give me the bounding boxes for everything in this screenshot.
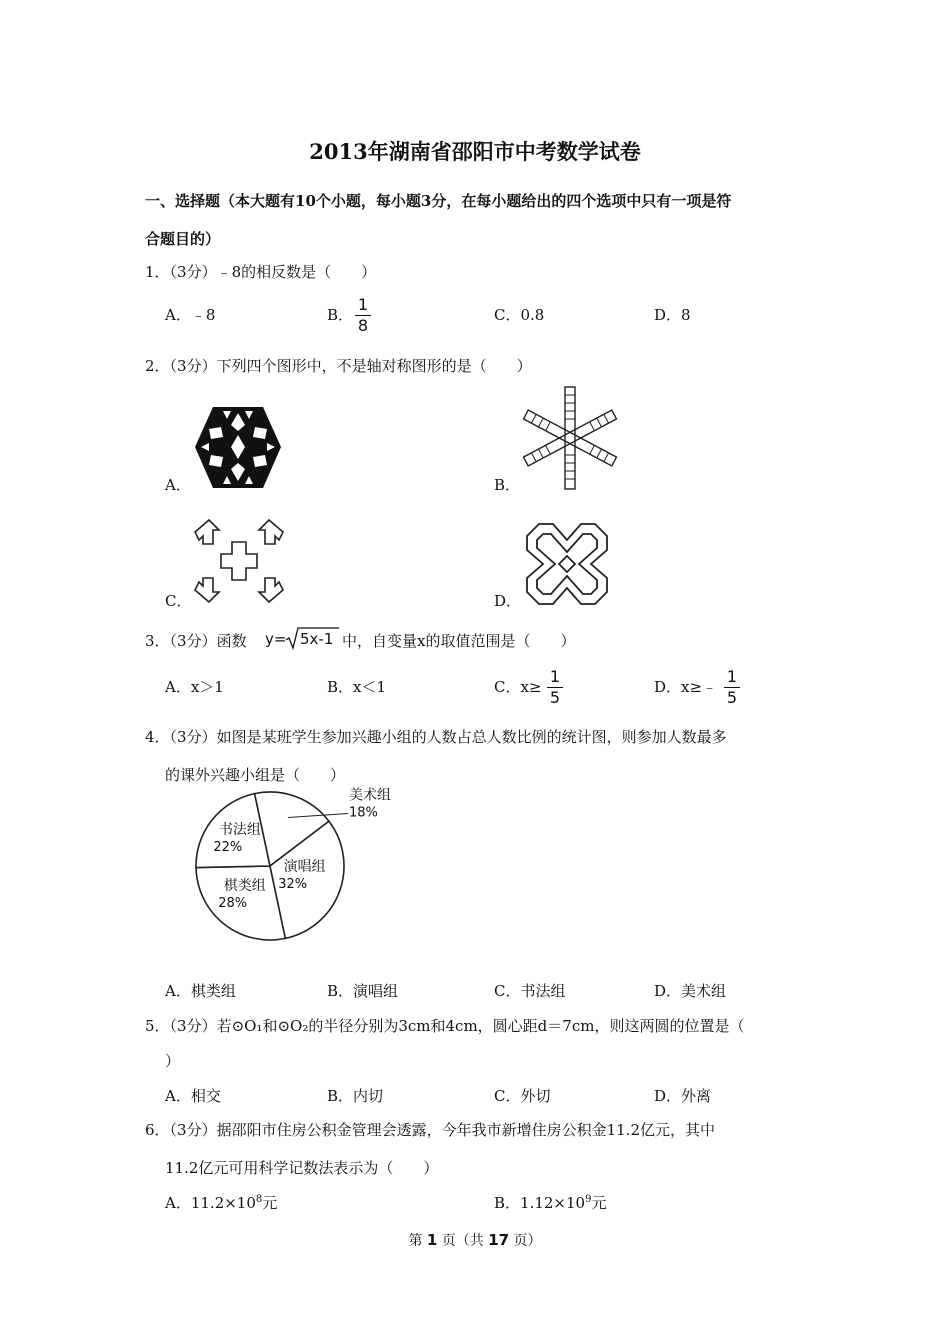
page-footer: 第 1 页（共 17 页） — [408, 1231, 542, 1249]
q3-radicand: 5x-1 — [300, 630, 334, 648]
q4-option-d: D．美术组 — [654, 982, 727, 1000]
q1-option-c: C．0.8 — [494, 306, 545, 324]
q6-a-exponent: 8 — [255, 1194, 263, 1205]
q6-stem-line2: 11.2亿元可用科学记数法表示为（ ） — [165, 1159, 439, 1177]
q2-option-b: B． — [494, 476, 521, 494]
q1-option-d: D．8 — [654, 306, 691, 324]
pie-chart — [160, 787, 391, 946]
section-heading-line2: 合题目的） — [145, 230, 221, 248]
q2-option-c: C． — [165, 592, 192, 610]
q5-stem-line1: 5．（3分）若⊙O₁和⊙O₂的半径分别为3cm和4cm，圆心距d＝7cm，则这两圆的位置是（ — [145, 1017, 745, 1035]
q6-b-base: B．1.12×10 — [494, 1194, 586, 1212]
pie-label: 美术组 — [349, 787, 391, 804]
q5-option-d: D．外离 — [654, 1087, 712, 1105]
q1-b-numerator: 1 — [357, 295, 369, 314]
q3-d-denominator: 5 — [726, 688, 738, 707]
q3-d-numerator: 1 — [726, 667, 738, 686]
figure-c-arrows-cross — [193, 518, 285, 604]
pie-value-label: 32% — [278, 876, 308, 892]
q3-option-c: C．x≥ — [494, 678, 542, 696]
pie-value-label: 18% — [349, 805, 378, 821]
section-heading-line1: 一、选择题（本大题有10个小题，每小题3分，在每小题给出的四个选项中只有一项是符 — [145, 192, 732, 210]
q3-option-b: B．x＜1 — [327, 678, 387, 696]
pie-label: 书法组 — [218, 822, 261, 839]
q6-option-b — [494, 1192, 606, 1213]
figure-d-x-shape — [523, 522, 611, 606]
q3-option-a: A．x＞1 — [165, 678, 224, 696]
q4-option-a: A．棋类组 — [165, 982, 236, 1000]
q4-option-c: C．书法组 — [494, 982, 566, 1000]
footer-page-number: 1 — [426, 1231, 438, 1249]
q4-stem-line2: 的课外兴趣小组是（ ） — [165, 766, 346, 784]
q1-b-denominator: 8 — [357, 316, 369, 335]
q6-a-unit: 元 — [262, 1194, 278, 1212]
q1-option-a: A．﹣8 — [165, 306, 216, 324]
q6-a-base: A．11.2×10 — [165, 1194, 256, 1212]
q5-option-a: A．相交 — [165, 1087, 221, 1105]
q1-stem: 1．（3分）﹣8的相反数是（ ） — [145, 263, 377, 281]
q2-option-d: D． — [494, 592, 522, 610]
q3-c-denominator: 5 — [549, 688, 561, 707]
q1-option-b: B． — [327, 306, 354, 324]
pie-label: 棋类组 — [223, 877, 266, 894]
q5-option-b: B．内切 — [327, 1087, 384, 1105]
page-title: 2013年湖南省邵阳市中考数学试卷 — [309, 139, 641, 164]
q6-b-unit: 元 — [591, 1194, 607, 1212]
q3-stem-prefix: 3．（3分）函数 — [145, 632, 247, 650]
q2-stem: 2．（3分）下列四个图形中，不是轴对称图形的是（ ） — [145, 357, 532, 375]
figure-a-snowflake — [193, 405, 283, 490]
q3-function-y: y= — [265, 630, 287, 648]
q3-stem-suffix: 中，自变量x的取值范围是（ ） — [342, 632, 576, 650]
q1-b-fraction — [355, 296, 371, 335]
q3-c-fraction — [547, 668, 563, 707]
q5-stem-line2: ） — [165, 1052, 181, 1070]
q6-stem-line1: 6．（3分）据邵阳市住房公积金管理会透露，今年我市新增住房公积金11.2亿元，其中 — [145, 1121, 715, 1139]
q4-option-b: B．演唱组 — [327, 982, 399, 1000]
figure-b-ladder-star — [525, 385, 625, 491]
pie-label: 演唱组 — [283, 858, 326, 875]
q2-option-a: A． — [165, 476, 191, 494]
q5-option-c: C．外切 — [494, 1087, 551, 1105]
q3-d-fraction — [724, 668, 740, 707]
q3-option-d: D．x≥﹣ — [654, 678, 718, 696]
q3-c-numerator: 1 — [549, 667, 561, 686]
q4-stem-line1: 4．（3分）如图是某班学生参加兴趣小组的人数占总人数比例的统计图，则参加人数最多 — [145, 728, 727, 746]
pie-value-label: 28% — [218, 895, 248, 911]
pie-value-label: 22% — [213, 840, 243, 856]
q6-b-exponent: 9 — [585, 1194, 592, 1205]
footer-total-pages: 17 — [488, 1231, 510, 1249]
q6-option-a — [165, 1192, 277, 1213]
